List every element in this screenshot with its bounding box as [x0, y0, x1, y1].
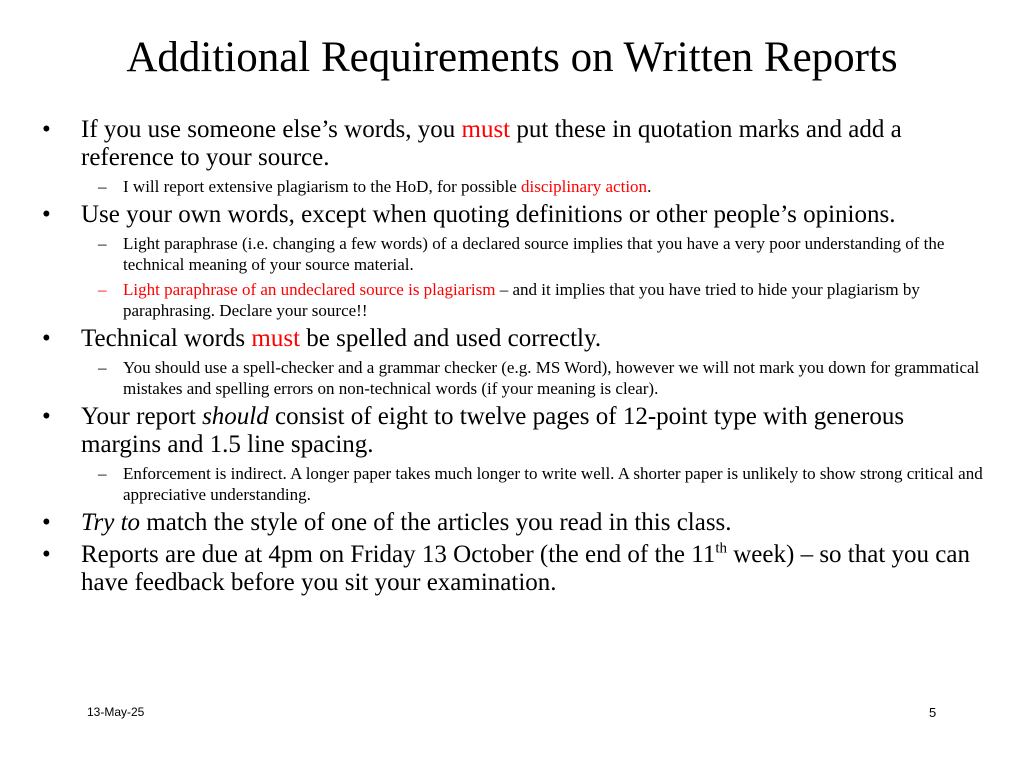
footer-date: 13-May-25	[87, 705, 145, 719]
bullet-item-technical-words	[38, 325, 988, 353]
bullet-icon: •	[42, 509, 51, 536]
bullet-icon: •	[42, 201, 51, 228]
sub-item-report-plagiarism	[38, 176, 988, 197]
bullet-icon: •	[42, 541, 51, 568]
emphasis-must: must	[461, 116, 511, 143]
bullet-icon: •	[42, 325, 51, 352]
bullet-icon: •	[42, 403, 51, 430]
dash-icon: –	[98, 464, 107, 483]
bullet-item-own-words	[38, 201, 988, 229]
bullet-text: Use your own words, except when quoting definitions or other people’s opinions.	[81, 201, 896, 228]
bullet-text-part: consist of eight to twelve pages of 12-point type with generous margins and 1.5 line spacing.	[81, 403, 905, 458]
emphasis-plagiarism: Light paraphrase of an undeclared source is plagiarism	[123, 280, 496, 299]
emphasis-should: should	[202, 403, 269, 430]
emphasis-must: must	[251, 325, 301, 352]
sub-text-part: I will report extensive plagiarism to the HoD, for possible	[123, 177, 521, 196]
bullet-text-part: Technical words	[81, 325, 252, 352]
sub-text: Light paraphrase (i.e. changing a few words) of a declared source implies that you have a very poor understanding of the technical meaning of your source material.	[123, 234, 945, 274]
bullet-text-part: Your report	[81, 403, 203, 430]
emphasis-disciplinary-action: disciplinary action	[521, 177, 648, 196]
dash-icon: –	[98, 280, 107, 299]
sub-text: You should use a spell-checker and a grammar checker (e.g. MS Word), however we will not mark you down for grammatical mistakes and spelling errors on non-technical words (if your meaning is clear).	[123, 358, 980, 398]
bullet-item-due-date	[38, 541, 988, 597]
bullet-text-part: week) – so that you can have feedback before you sit your examination.	[81, 541, 970, 596]
sub-item-light-paraphrase-undeclared	[38, 279, 988, 321]
bullet-text-part: If you use someone else’s words, you	[81, 116, 462, 143]
sub-item-light-paraphrase-declared	[38, 233, 988, 275]
bullet-item-style	[38, 509, 988, 537]
sub-text-part: – and it implies that you have tried to hide your plagiarism by paraphrasing. Declare your source!!	[123, 280, 920, 320]
slide-title: Additional Requirements on Written Reports	[126, 34, 898, 81]
bullet-item-quotation	[38, 116, 988, 172]
emphasis-try-to: Try to	[81, 509, 141, 536]
sub-text-part: .	[647, 177, 652, 196]
dash-icon: –	[98, 234, 107, 253]
superscript-th: th	[715, 540, 727, 557]
sub-item-spell-checker	[38, 357, 988, 399]
bullet-icon: •	[42, 116, 51, 143]
dash-icon: –	[98, 358, 107, 377]
sub-text: Enforcement is indirect. A longer paper takes much longer to write well. A shorter paper is unlikely to show strong critical and appreciative understanding.	[123, 464, 983, 504]
footer-page-number: 5	[929, 705, 937, 720]
bullet-text-part: match the style of one of the articles you read in this class.	[140, 509, 732, 536]
dash-icon: –	[98, 177, 107, 196]
bullet-text-part: put these in quotation marks and add a reference to your source.	[81, 116, 902, 171]
bullet-text-part: be spelled and used correctly.	[300, 325, 602, 352]
slide-body	[38, 112, 988, 597]
bullet-item-report-length	[38, 403, 988, 459]
sub-item-enforcement	[38, 463, 988, 505]
bullet-text-part: Reports are due at 4pm on Friday 13 October (the end of the 11	[81, 541, 716, 568]
